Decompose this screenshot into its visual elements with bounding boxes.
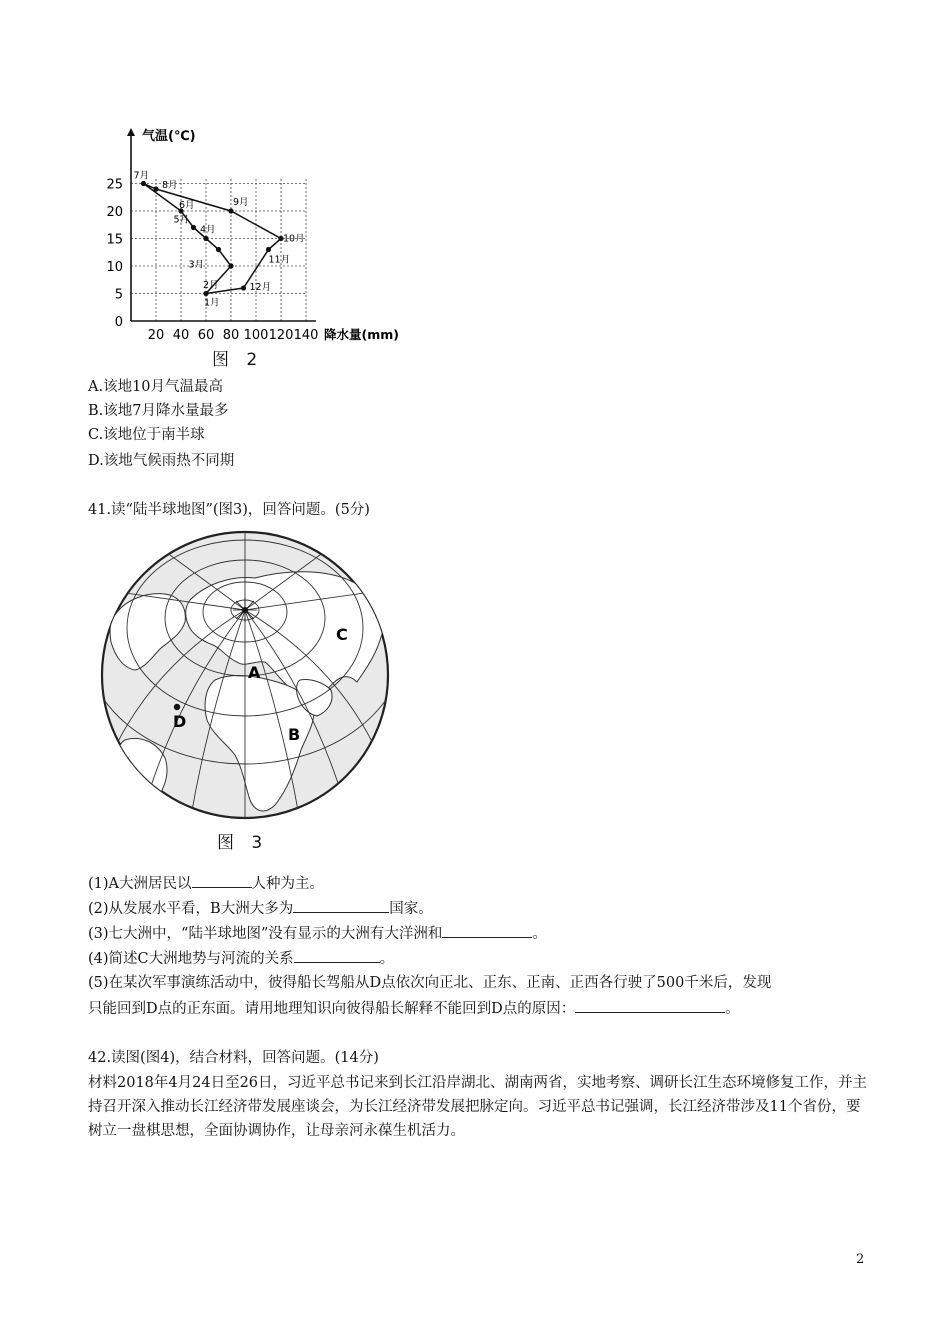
figure-2-caption: 图 2 (212, 350, 264, 370)
q41-sub5-post: 。 (725, 1001, 740, 1017)
q41-sub1 (88, 873, 324, 894)
x-tick-label: 120 (268, 328, 294, 343)
data-point-label: 3月 (188, 259, 205, 271)
q40-option-b: B.该地7月降水量最多 (88, 403, 229, 419)
y-tick-label: 5 (114, 287, 123, 303)
q41-sub2-blank (293, 898, 389, 913)
q41-sub3-blank (442, 923, 532, 938)
q41-sub4-post: 。 (379, 951, 395, 967)
data-point-label: 6月 (179, 200, 195, 211)
chart-axes (127, 128, 316, 321)
x-tick-label: 60 (197, 328, 215, 343)
q41-sub5-line1: (5)在某次军事演练活动中，彼得船长驾船从D点依次向正北、正东、正南、正西各行驶了500千米后，发现 (88, 975, 772, 991)
data-point-label: 11月 (268, 254, 291, 266)
chart-points (134, 171, 305, 309)
map-label-d: D (173, 712, 187, 731)
y-tick-label: 10 (106, 260, 123, 275)
data-point (203, 291, 208, 296)
point-d-marker (174, 704, 180, 710)
q41-sub3 (88, 923, 547, 944)
data-point-label: 9月 (233, 197, 249, 208)
y-tick-label: 0 (114, 315, 123, 330)
x-tick-label: 140 (293, 328, 319, 343)
data-point (241, 285, 246, 290)
q40-option-a: A.该地10月气温最高 (88, 379, 224, 395)
y-axis-arrow (127, 128, 135, 136)
data-point-label: 5月 (173, 214, 190, 226)
data-point-label: 1月 (204, 297, 220, 309)
q41-sub4-pre: (4)简述C大洲地势与河流的关系 (88, 951, 294, 967)
q41-sub2 (88, 898, 433, 919)
chart-x-axis-label: 降水量(mm) (324, 327, 399, 342)
data-point-label: 2月 (203, 280, 219, 291)
climate-chart (100, 120, 420, 370)
q41-sub3-pre: (3)七大洲中，“陆半球地图”没有显示的大洲有大洋洲和 (88, 926, 443, 942)
q41-sub3-post: 。 (532, 926, 547, 942)
x-tick-label: 80 (222, 328, 240, 343)
q41-sub2-pre: (2)从发展水平看，B大洲大多为 (88, 901, 294, 917)
q41-sub1-blank (192, 873, 252, 888)
x-tick-label: 40 (172, 328, 190, 343)
q40-option-d: D.该地气候雨热不同期 (88, 453, 235, 469)
q41-sub1-post: 人种为主。 (251, 876, 325, 892)
q41-stem: 41.读“陆半球地图”(图3)，回答问题。(5分) (88, 502, 370, 518)
x-tick-label: 20 (147, 328, 165, 343)
q40-option-c: C.该地位于南半球 (88, 427, 205, 443)
data-point (153, 186, 158, 191)
data-point (216, 247, 221, 252)
map-label-c: C (336, 625, 348, 644)
figure-3-caption: 图 3 (217, 833, 269, 853)
data-point (191, 225, 196, 230)
map-label-a: A (248, 663, 261, 682)
map-label-b: B (288, 725, 301, 744)
data-point (141, 181, 146, 186)
q41-sub5-blank (575, 998, 725, 1013)
q41-sub2-post: 国家。 (389, 901, 433, 917)
data-point (203, 236, 208, 241)
y-tick-label: 15 (106, 232, 123, 248)
data-point (228, 263, 233, 268)
data-point-label: 12月 (249, 282, 272, 293)
data-point-label: 7月 (133, 170, 150, 182)
q41-sub1-pre: (1)A大洲居民以 (88, 876, 192, 892)
q41-sub4-blank (294, 948, 380, 963)
land-hemisphere-map (95, 530, 395, 830)
q41-sub5-line2 (88, 998, 740, 1019)
data-point (266, 247, 271, 252)
y-tick-label: 25 (106, 177, 123, 193)
page-number: 2 (856, 1252, 865, 1267)
data-point-label: 8月 (162, 180, 178, 191)
y-tick-label: 20 (106, 205, 123, 220)
x-tick-label: 100 (243, 328, 269, 343)
data-point-label: 4月 (200, 224, 216, 236)
data-point-label: 10月 (283, 233, 305, 245)
q41-sub4 (88, 948, 394, 969)
q42-material: 材料2018年4月24日至26日，习近平总书记来到长江沿岸湖北、湖南两省，实地考察、调研长江生态环境修复工作，并主持召开深入推动长江经济带发展座谈会，为长江经济带发展把脉定向。习近平总书记强调，长江经济带涉及11个省份，要树立一盘棋思想，全面协调协作，让母亲河永葆生机活力。 (88, 1075, 868, 1139)
q41-sub5-pre: 只能回到D点的正东面。请用地理知识向彼得船长解释不能回到D点的原因： (88, 1001, 576, 1017)
q42-stem: 42.读图(图4)，结合材料，回答问题。(14分) (88, 1050, 379, 1066)
data-point (228, 208, 233, 213)
chart-y-axis-label: 气温(℃) (142, 129, 196, 144)
south-america-landmass (116, 738, 167, 818)
